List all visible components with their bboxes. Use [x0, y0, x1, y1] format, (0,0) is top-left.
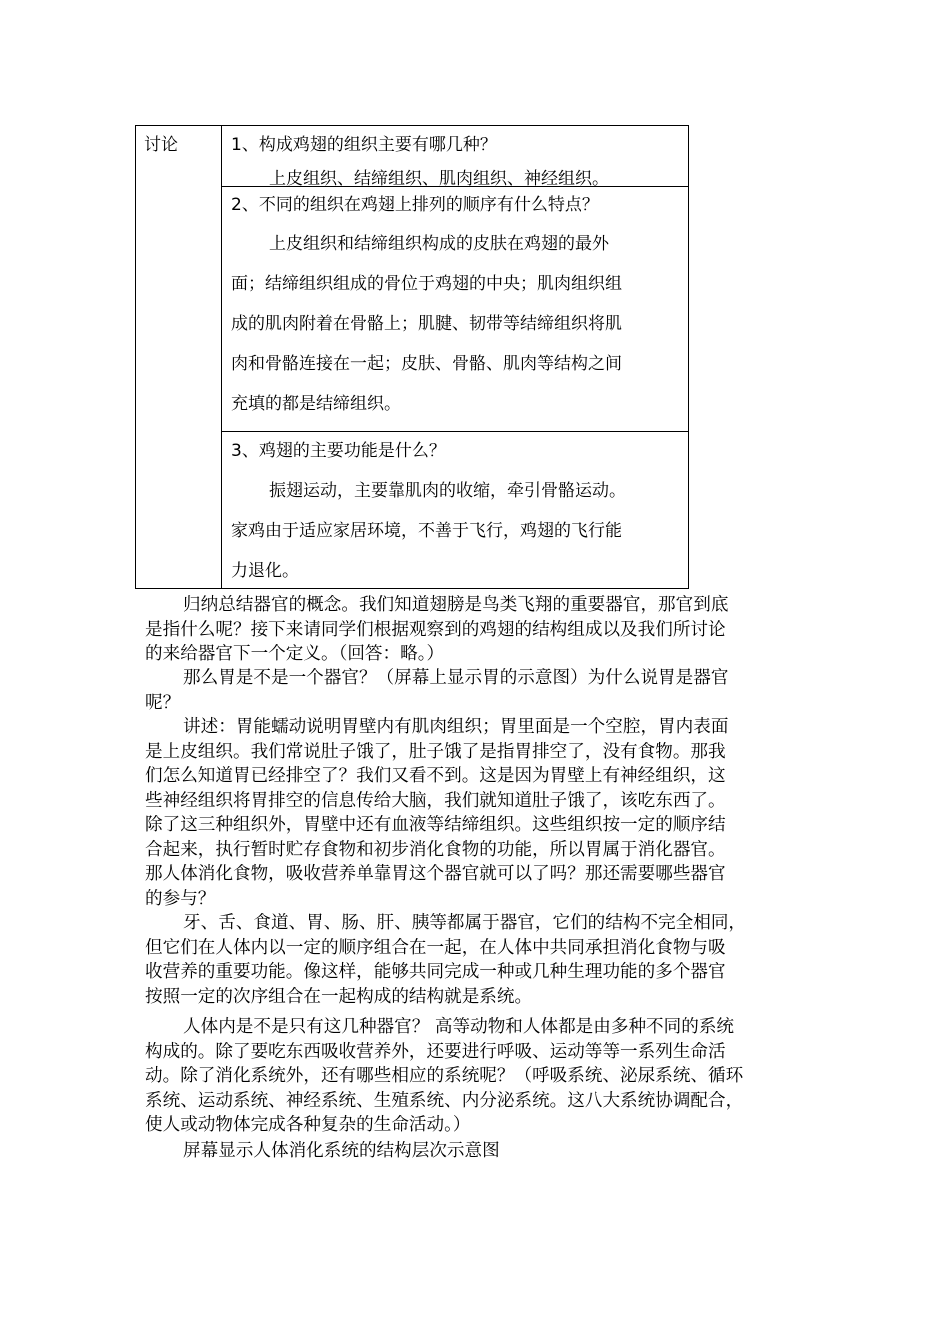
- paragraph-line: 动。除了消化系统外，还有哪些相应的系统呢？（呼吸系统、泌尿系统、循环: [145, 1066, 744, 1086]
- paragraph-stomach-question: [145, 666, 805, 715]
- answer-3-line: 振翅运动，主要靠肌肉的收缩，牵引骨骼运动。: [269, 481, 626, 501]
- paragraph-line: 的参与？: [145, 888, 216, 909]
- discussion-cell-2: [222, 187, 688, 432]
- paragraph-line: 呢？: [145, 692, 181, 713]
- paragraph-body-systems: [145, 1015, 805, 1138]
- paragraph-organ-concept: [145, 593, 805, 667]
- paragraph-line: 收营养的重要功能。像这样，能够共同完成一种或几种生理功能的多个器官: [145, 962, 726, 982]
- paragraph-line: 屏幕显示人体消化系统的结构层次示意图: [183, 1141, 500, 1161]
- paragraph-line: 人体内是不是只有这几种器官？ 高等动物和人体都是由多种不同的系统: [183, 1017, 735, 1037]
- discussion-label: 讨论: [136, 126, 222, 588]
- paragraph-line: 归纳总结器官的概念。我们知道翅膀是鸟类飞翔的重要器官，那官到底: [183, 595, 729, 615]
- answer-2-line: 充填的都是结缔组织。: [231, 394, 401, 414]
- answer-2-line: 上皮组织和结缔组织构成的皮肤在鸡翅的最外: [269, 234, 609, 254]
- question-2: 2、不同的组织在鸡翅上排列的顺序有什么特点？: [231, 195, 599, 215]
- answer-3-line: 家鸡由于适应家居环境，不善于飞行，鸡翅的飞行能: [231, 521, 622, 541]
- discussion-cell-3: [222, 432, 688, 588]
- answer-2-line: 面；结缔组织组成的骨位于鸡翅的中央；肌肉组织组: [231, 274, 622, 294]
- paragraph-line: 那么胃是不是一个器官？（屏幕上显示胃的示意图）为什么说胃是器官: [183, 668, 729, 688]
- paragraph-line: 讲述：胃能蠕动说明胃壁内有肌肉组织；胃里面是一个空腔，胃内表面: [183, 717, 729, 737]
- question-1: 1、构成鸡翅的组织主要有哪几种？: [231, 135, 497, 155]
- discussion-cell-1: [222, 126, 688, 187]
- paragraph-line: 牙、舌、食道、胃、肠、肝、胰等都属于器官，它们的结构不完全相同，: [183, 913, 747, 933]
- paragraph-lecture: [145, 715, 805, 911]
- paragraph-line: 是指什么呢？接下来请同学们根据观察到的鸡翅的结构组成以及我们所讨论: [145, 619, 726, 640]
- paragraph-line: 使人或动物体完成各种复杂的生命活动。）: [145, 1115, 471, 1135]
- paragraph-screen-display: [145, 1139, 805, 1164]
- paragraph-line: 们怎么知道胃已经排空了？我们又看不到。这是因为胃壁上有神经组织，这: [145, 766, 726, 786]
- paragraph-line: 是上皮组织。我们常说肚子饿了，肚子饿了是指胃排空了，没有食物。那我: [145, 741, 726, 762]
- paragraph-line: 合起来，执行暂时贮存食物和初步消化食物的功能，所以胃属于消化器官。: [145, 839, 726, 860]
- paragraph-line: 的来给器官下一个定义。（回答：略。）: [145, 644, 445, 664]
- paragraph-line: 除了这三种组织外，胃壁中还有血液等结缔组织。这些组织按一定的顺序结: [145, 815, 726, 835]
- paragraph-line: 构成的。除了要吃东西吸收营养外，还要进行呼吸、运动等等一系列生命活: [145, 1041, 726, 1062]
- paragraph-line: 但它们在人体内以一定的顺序组合在一起，在人体中共同承担消化食物与吸: [145, 937, 726, 958]
- paragraph-digestive-system: [145, 911, 805, 1009]
- paragraph-line: 那人体消化食物，吸收营养单靠胃这个器官就可以了吗？那还需要哪些器官: [145, 864, 726, 884]
- answer-3-line: 力退化。: [231, 561, 299, 581]
- paragraph-line: 些神经组织将胃排空的信息传给大脑，我们就知道肚子饿了，该吃东西了。: [145, 790, 726, 811]
- answer-2-line: 肉和骨骼连接在一起；皮肤、骨骼、肌肉等结构之间: [231, 354, 622, 374]
- paragraph-line: 按照一定的次序组合在一起构成的结构就是系统。: [145, 986, 533, 1007]
- answer-2-line: 成的肌肉附着在骨骼上；肌腱、韧带等结缔组织将肌: [231, 314, 622, 334]
- answer-1: 上皮组织、结缔组织、肌肉组织、神经组织。: [269, 169, 609, 189]
- question-3: 3、鸡翅的主要功能是什么？: [231, 441, 446, 461]
- paragraph-line: 系统、运动系统、神经系统、生殖系统、内分泌系统。这八大系统协调配合，: [145, 1090, 744, 1111]
- discussion-table: [135, 125, 689, 589]
